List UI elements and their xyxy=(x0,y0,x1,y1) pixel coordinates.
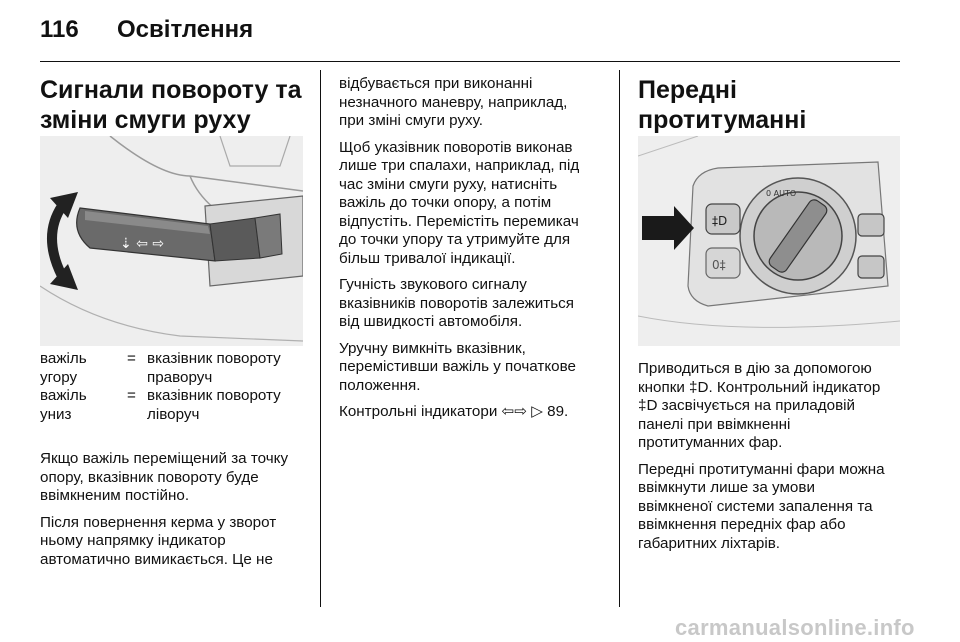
paragraph: Після повернення керма у зворот ньому напрямку індикатор автоматично вимикається. Це не xyxy=(40,513,277,568)
paragraph: Приводиться в дію за допомогою кнопки ‡D. Контрольний індикатор ‡D засвічується на приладовій панелі при ввімкненні протитуманних фар. xyxy=(638,360,881,451)
turn-signal-indicator-icon: ⇦⇨ xyxy=(501,403,527,420)
page-number: 116 xyxy=(40,16,79,43)
column-divider-1 xyxy=(320,70,321,607)
svg-text:0 AUTO: 0 AUTO xyxy=(766,189,797,198)
paragraph: Гучність звукового сигналу вказівників поворотів залежиться від швидкості автомобіля. xyxy=(339,276,574,330)
definition-row: важіль униз = вказівник повороту ліворуч xyxy=(40,387,281,423)
section-title-turn-signals: Сигнали повороту та зміни смуги руху xyxy=(40,76,302,134)
svg-text:‡D: ‡D xyxy=(712,214,728,228)
watermark-text: carmanualsonline.info xyxy=(675,615,915,640)
paragraph: Передні протитуманні фари можна ввімкнути лише за умови ввімкненої системи запалення та ввімкнення передніх фар або габаритних ліхтарів. xyxy=(638,460,885,552)
definition-row: важіль угору = вказівник повороту праворуч xyxy=(40,350,281,386)
page-reference-link[interactable]: 89. xyxy=(547,403,569,420)
paragraph: Уручну вимкніть вказівник, перемістивши важіль у початкове положення. xyxy=(339,339,576,394)
svg-text:⇣ ⇦ ⇨: ⇣ ⇦ ⇨ xyxy=(120,236,165,252)
paragraph: Контрольні індикатори ⇦⇨ ▷ 89. xyxy=(339,403,569,420)
paragraph: відбувається при виконанні незначного маневру, наприклад, при зміні смуги руху. xyxy=(339,75,568,129)
column-divider-2 xyxy=(619,70,620,607)
svg-text:0‡: 0‡ xyxy=(712,258,726,272)
paragraph: Щоб указівник поворотів виконав лише три спалахи, наприклад, під час зміни смуги руху, натисніть важіль до точки опору, а потім відпустіть. Перемістіть перемикач до точки упору та утримуйте для більш тривалої індикації. xyxy=(339,138,580,267)
header-divider xyxy=(40,61,900,62)
section-title-fog-lights: Передні протитуманні xyxy=(638,76,807,134)
col1-body xyxy=(40,450,315,577)
turn-signal-lever-illustration xyxy=(40,136,303,346)
reference-arrow-icon: ▷ xyxy=(531,403,543,420)
col3-body xyxy=(638,360,908,561)
chapter-title: Освітлення xyxy=(117,16,254,43)
paragraph: Якщо важіль переміщений за точку опору, вказівник повороту буде ввімкненим постійно. xyxy=(40,450,289,504)
col2-body xyxy=(339,75,614,430)
lever-definitions-table xyxy=(40,350,310,424)
light-switch-illustration xyxy=(638,136,900,346)
